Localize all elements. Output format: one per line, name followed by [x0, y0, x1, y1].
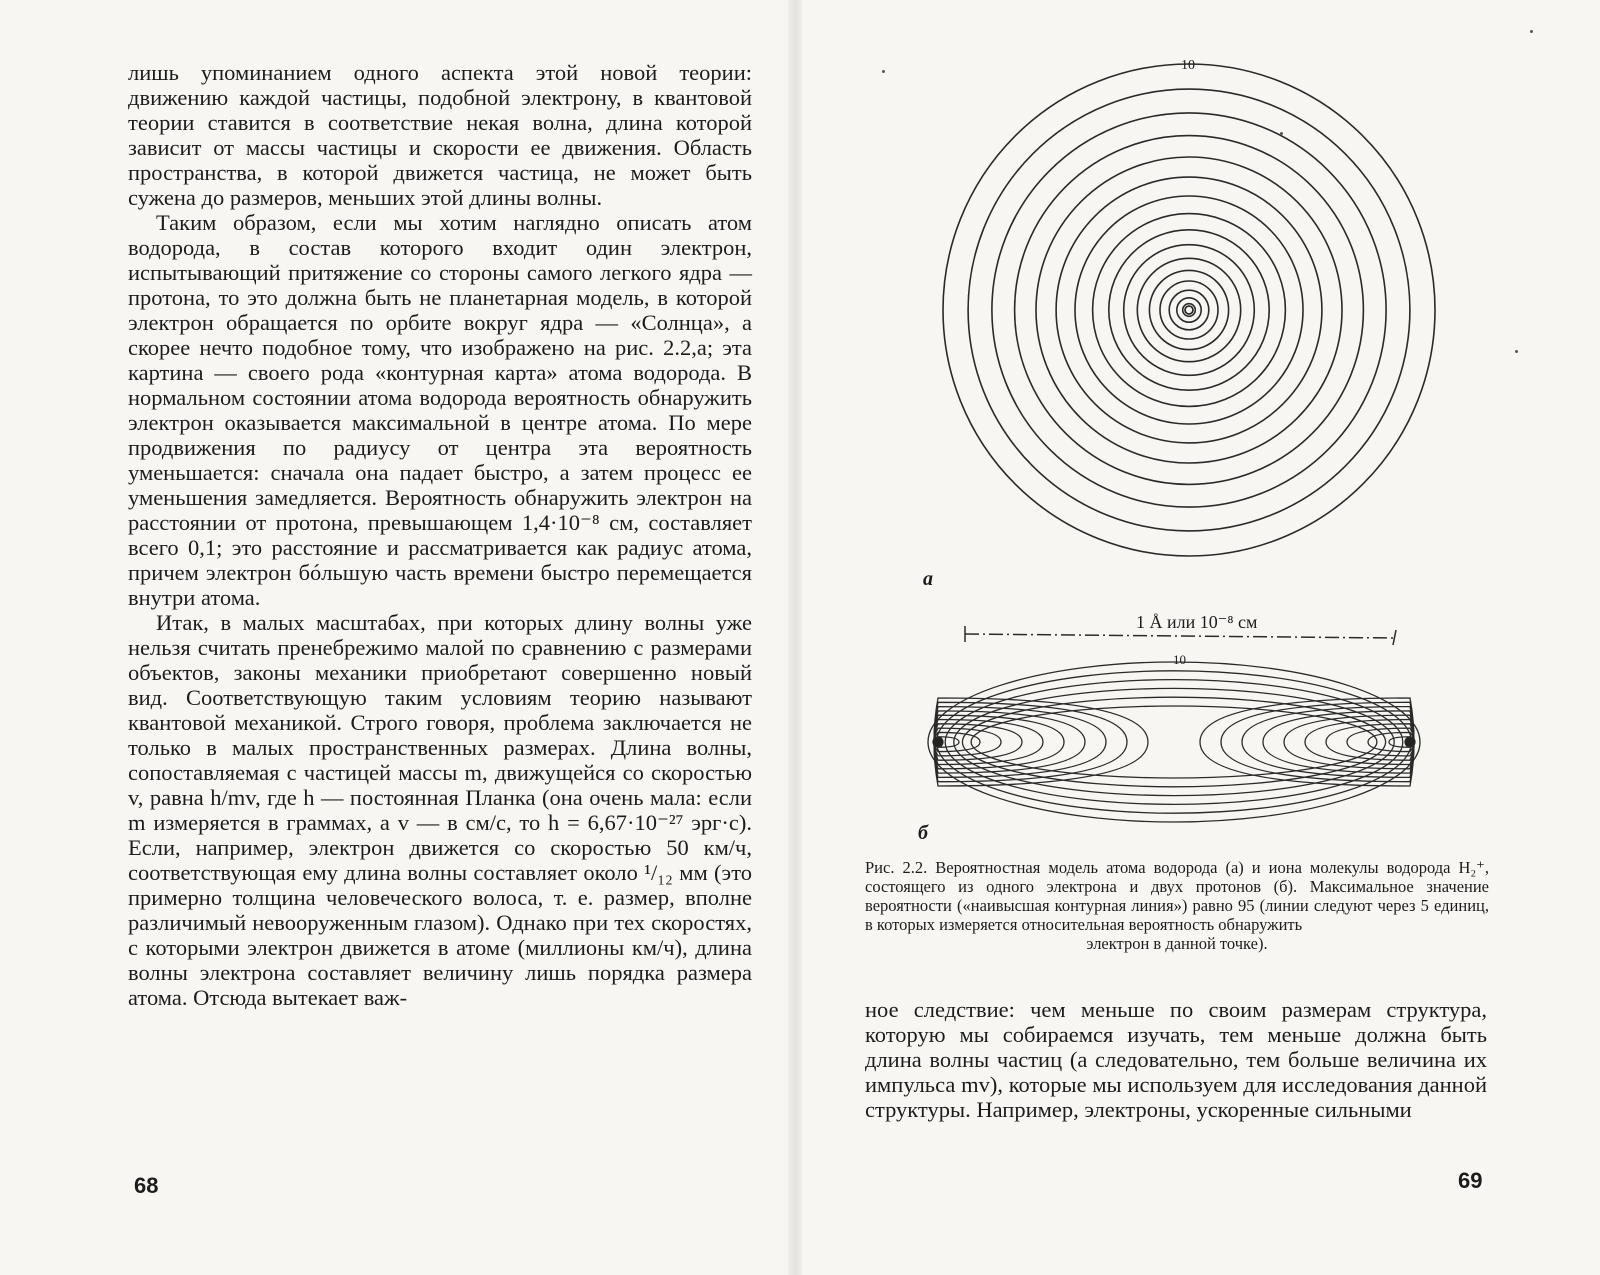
left-proton-mark	[933, 737, 943, 747]
top-contour-label: 10	[1181, 58, 1195, 73]
page-number-left: 68	[134, 1173, 159, 1198]
contour-circle-55	[1124, 245, 1255, 376]
scan-speck	[1515, 350, 1518, 353]
right-page	[800, 0, 1600, 1275]
paragraph-1: лишь упоминанием одного аспекта этой новой теории: движению каждой частицы, подобной электрону, в квантовой теории ставится в соответствие некая волна, длина которой зависит от массы частицы и скорости ее движения. Область пространства, в которой движется частица, не может быть сужена до размеров, меньших этой длины волны.	[128, 60, 752, 210]
contour-circle-35	[1056, 177, 1322, 443]
contour-circle-95	[1185, 306, 1193, 314]
left-text-column	[128, 60, 752, 1010]
figure-caption	[865, 858, 1489, 953]
contour-circle-10	[943, 64, 1435, 556]
figure-2-2	[800, 0, 1600, 860]
scan-speck	[1530, 30, 1533, 33]
contour-circle-65	[1149, 270, 1228, 349]
scale-label: 1 Å или 10⁻⁸ см	[1136, 612, 1258, 632]
contour-circle-60	[1137, 258, 1240, 361]
contour-circle-80	[1177, 298, 1201, 322]
panel-b-label: б	[918, 822, 928, 844]
panel-a-contours	[943, 64, 1435, 556]
panel-a-label: а	[923, 568, 933, 590]
caption-text: Рис. 2.2. Вероятностная модель атома водорода (а) и иона молекулы водорода H₂⁺, состоящего из одного электрона и двух протонов (б). Максимальное значение вероятности («наивысшая контурная линия») равно 95 (линии следуют через 5 единиц, в которых измеряется относительная вероятность обнаружить	[865, 858, 1489, 934]
contour-circle-45	[1093, 214, 1286, 407]
paragraph-continued: ное следствие: чем меньше по своим размерам структура, которую мы собираемся изучать, тем меньше должна быть длина волны частиц (а следовательно, тем больше величина их импульса mv), которые мы используем для исследования данной структуры. Например, электроны, ускоренные сильными	[865, 997, 1487, 1122]
contour-circle-50	[1109, 230, 1269, 390]
mid-contour-label: 10	[1173, 652, 1186, 667]
left-nucleus-contour	[934, 707, 1106, 778]
paragraph-2: Таким образом, если мы хотим наглядно описать атом водорода, в состав которого входит один электрон, испытывающий притяжение со стороны самого легкого ядра — протона, то это должна быть не планетарная модель, в которой электрон обращается по орбите вокруг ядра — «Солнца», а скорее нечто подобное тому, что изображено на рис. 2.2,а; эта картина — своего рода «контурная карта» атома водорода. В нормальном состоянии атома водорода вероятность обнаружить электрон оказывается максимальной в центре атома. По мере продвижения по радиусу от центра эта вероятность уменьшается: сначала она падает быстро, а затем процесс ее уменьшения замедляется. Вероятность обнаружить электрон на расстоянии от протона, превышающем 1,4·10⁻⁸ см, составляет всего 0,1; это расстояние и рассматривается как радиус атома, причем электрон бóльшую часть времени быстро перемещается внутри атома.	[128, 210, 752, 610]
right-text-column	[865, 997, 1487, 1122]
right-proton-mark	[1405, 737, 1415, 747]
contour-circle-75	[1169, 290, 1209, 330]
contour-circle-30	[1036, 157, 1342, 463]
right-nucleus-contour	[1326, 724, 1414, 760]
paragraph-3: Итак, в малых масштабах, при которых длину волны уже нельзя считать пренебрежимо малой по сравнению с размерами объектов, законы механики приобретают совершенно новый вид. Соответствующую таким условиям теорию называют квантовой механикой. Строго говоря, проблема заключается не только в малых пространственных размерах. Длина волны, сопоставляемая с частицей массы m, движущейся со скоростью v, равна h/mv, где h — постоянная Планка (она очень мала: если m измеряется в граммах, а v — в см/с, то h = 6,67·10⁻²⁷ эрг·с). Если, например, электрон движется со скоростью 50 км/ч, соответствующая ему длина волны составляет около ¹/₁₂ мм (это примерно толщина человеческого волоса, т. е. размер, вполне различимый невооруженным глазом). Однако при тех скоростях, с которыми электрон движется в атоме (миллионы км/ч), длина волны электрона составляет величину лишь порядка размера атома. Отсюда вытекает важ-	[128, 610, 752, 1010]
scan-speck	[882, 70, 885, 73]
scan-speck	[1280, 132, 1283, 135]
contour-circle-25	[1015, 136, 1364, 485]
contour-ellipse-10	[928, 662, 1420, 822]
contour-ellipse-15	[937, 671, 1412, 813]
contour-circle-20	[992, 113, 1386, 507]
caption-last-line: электрон в данной точке).	[1086, 934, 1268, 953]
left-page	[0, 0, 790, 1275]
contour-ellipse-20	[945, 680, 1403, 805]
right-nucleus-contour	[1242, 707, 1414, 778]
left-nucleus-contour	[934, 724, 1022, 760]
contour-ellipse-35	[971, 706, 1377, 778]
contour-figure	[800, 0, 1600, 860]
panel-b-contours	[928, 662, 1420, 822]
contour-circle-15	[968, 89, 1410, 531]
page-number-right: 69	[1458, 1168, 1483, 1193]
contour-ellipse-30	[962, 697, 1385, 787]
